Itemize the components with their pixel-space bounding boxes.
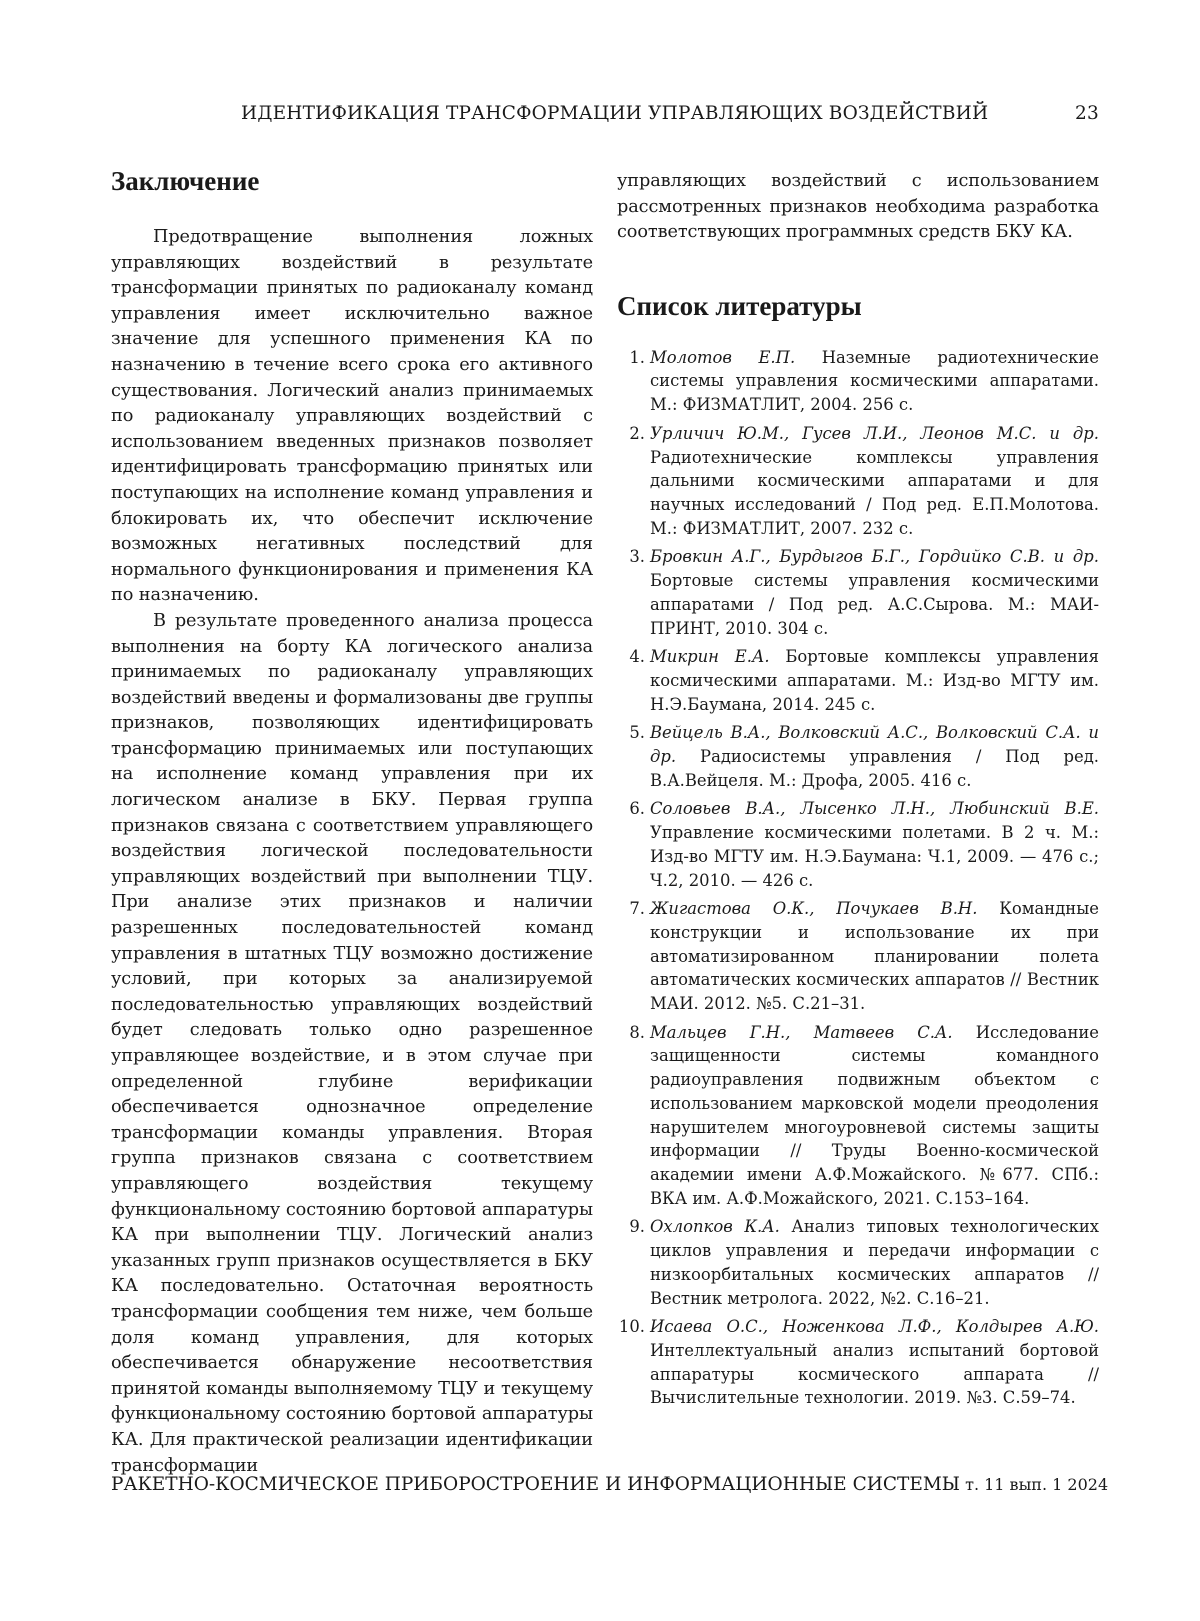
conclusion-heading: Заключение (111, 166, 260, 196)
reference-number: 8. (629, 1022, 645, 1042)
reference-number: 6. (629, 799, 645, 819)
reference-text: Наземные радиотехнические системы управления космическими аппаратами. М.: ФИЗМАТЛИТ, 2004. 256 с. (650, 347, 1100, 415)
running-title: ИДЕНТИФИКАЦИЯ ТРАНСФОРМАЦИИ УПРАВЛЯЮЩИХ ВОЗДЕЙСТВИЙ (241, 103, 989, 124)
reference-authors: Микрин Е.А. (650, 647, 770, 667)
reference-number: 3. (629, 547, 645, 567)
reference-text: Интеллектуальный анализ испытаний бортовой аппаратуры космического аппарата // Вычислительные технологии. 2019. №3. С.59–74. (650, 1340, 1099, 1408)
reference-number: 5. (629, 723, 645, 743)
page-number: 23 (1075, 103, 1099, 124)
left-column (111, 165, 593, 1479)
conclusion-body (111, 225, 593, 1479)
reference-list (617, 346, 1099, 1410)
page-footer (111, 1474, 1109, 1495)
reference-authors: Мальцев Г.Н., Матвеев С.А. (650, 1022, 953, 1042)
reference-text: Бортовые системы управления космическими аппаратами / Под ред. А.С.Сырова. М.: МАИ-ПРИНТ, 2010. 304 с. (650, 571, 1099, 638)
reference-text: Анализ типовых технологических циклов управления и передачи информации с низкоорбитальных космических аппаратов // Вестник метролога. 2022, №2. С.16–21. (650, 1217, 1099, 1308)
reference-number: 2. (629, 423, 645, 443)
reference-authors: Соловьев В.А., Лысенко Л.Н., Любинский В.Е. (650, 799, 1099, 819)
reference-number: 9. (629, 1217, 645, 1237)
reference-text: Радиотехнические комплексы управления дальними космическими аппаратами и для научных исследований / Под ред. Е.П.Молотова. М.: ФИЗМАТЛИТ, 2007. 232 с. (650, 447, 1099, 538)
conclusion-paragraph: В результате проведенного анализа процесса выполнения на борту КА логического анализа принимаемых по радиоканалу управляющих воздействий введены и формализованы две группы признаков, позволяющих идентифицировать трансформацию принимаемых или поступающих на исполнение команд управления при их логическом анализе в БКУ. Первая группа признаков связана с соответствием управляющего воздействия логической последовательности управляющих воздействий при выполнении ТЦУ. При анализе этих признаков и наличии разрешенных последовательностей команд управления в штатных ТЦУ возможно достижение условий, при которых за анализируемой последовательностью управляющих воздействий будет следовать только одно разрешенное управляющее воздействие, и в этом случае при определенной глубине верификации обеспечивается однозначное определение трансформации команды управления. Вторая группа признаков связана с соответствием управляющего воздействия текущему функциональному состоянию бортовой аппаратуры КА при выполнении ТЦУ. Логический анализ указанных групп признаков осуществляется в БКУ КА последовательно. Остаточная вероятность трансформации сообщения тем ниже, чем больше доля команд управления, для которых обеспечивается обнаружение несоответствия принятой команды выполняемому ТЦУ и текущему функциональному состоянию бортовой аппаратуры КА. Для практической реализации идентификации трансформации (111, 610, 593, 1476)
reference-text: Бортовые комплексы управления космическими аппаратами. М.: Изд-во МГТУ им. Н.Э.Баумана, 2014. 245 с. (650, 647, 1099, 714)
conclusion-paragraph: Предотвращение выполнения ложных управляющих воздействий в результате трансформации принятых по радиоканалу команд управления имеет исключительно важное значение для успешного применения КА по назначению в течение всего срока его активного существования. Логический анализ принимаемых по радиоканалу управляющих воздействий с использованием введенных признаков позволяет идентифицировать трансформацию принятых или поступающих на исполнение команд управления и блокировать их, что обеспечит исключение возможных негативных последствий для нормального функционирования и применения КА по назначению. (111, 227, 593, 606)
reference-item (617, 1021, 1099, 1211)
reference-item (617, 645, 1099, 716)
references-heading: Список литературы (617, 290, 862, 321)
reference-item (617, 897, 1099, 1016)
page-header (111, 103, 1099, 133)
conclusion-continuation-block (617, 169, 1099, 246)
reference-authors: Урличич Ю.М., Гусев Л.И., Леонов М.С. и др. (650, 423, 1099, 443)
reference-item (617, 1215, 1099, 1310)
reference-number: 10. (618, 1317, 645, 1337)
reference-authors: Охлопков К.А. (650, 1217, 780, 1237)
reference-number: 7. (629, 899, 645, 919)
journal-issue: т. 11 вып. 1 2024 (960, 1475, 1109, 1494)
reference-authors: Молотов Е.П. (650, 347, 796, 367)
reference-item (617, 1315, 1099, 1410)
reference-authors: Исаева О.С., Ноженкова Л.Ф., Колдырев А.Ю. (650, 1317, 1099, 1337)
reference-item (617, 422, 1099, 541)
reference-authors: Вейцель В.А., Волковский А.С., Волковский С.А. и др. (650, 723, 1099, 767)
reference-authors: Бровкин А.Г., Бурдыгов Б.Г., Гордийко С.В. и др. (650, 547, 1099, 567)
journal-title: РАКЕТНО-КОСМИЧЕСКОЕ ПРИБОРОСТРОЕНИЕ И ИНФОРМАЦИОННЫЕ СИСТЕМЫ (111, 1474, 960, 1495)
reference-item (617, 797, 1099, 892)
right-column (617, 165, 1099, 1415)
conclusion-continuation: управляющих воздействий с использованием рассмотренных признаков необходима разработка соответствующих программных средств БКУ КА. (617, 171, 1099, 243)
reference-item (617, 721, 1099, 792)
reference-item (617, 545, 1099, 640)
reference-text: Командные конструкции и использование их при автоматизированном планировании полета автоматических космических аппаратов // Вестник МАИ. 2012. №5. С.21–31. (650, 899, 1099, 1014)
reference-authors: Жигастова О.К., Почукаев В.Н. (650, 899, 978, 919)
reference-number: 1. (629, 347, 645, 367)
reference-text: Управление космическими полетами. В 2 ч. М.: Изд-во МГТУ им. Н.Э.Баумана: Ч.1, 2009. — 476 с.; Ч.2, 2010. — 426 с. (650, 823, 1099, 890)
reference-text: Исследование защищенности системы командного радиоуправления подвижным объектом с использованием марковской модели преодоления нарушителем многоуровневой системы защиты информации // Труды Военно-космической академии имени А.Ф.Можайского. №677. СПб.: ВКА им. А.Ф.Можайского, 2021. С.153–164. (650, 1022, 1099, 1208)
reference-number: 4. (629, 647, 645, 667)
reference-text: Радиосистемы управления / Под ред. В.А.Вейцеля. М.: Дрофа, 2005. 416 с. (650, 747, 1099, 790)
reference-item (617, 346, 1099, 417)
